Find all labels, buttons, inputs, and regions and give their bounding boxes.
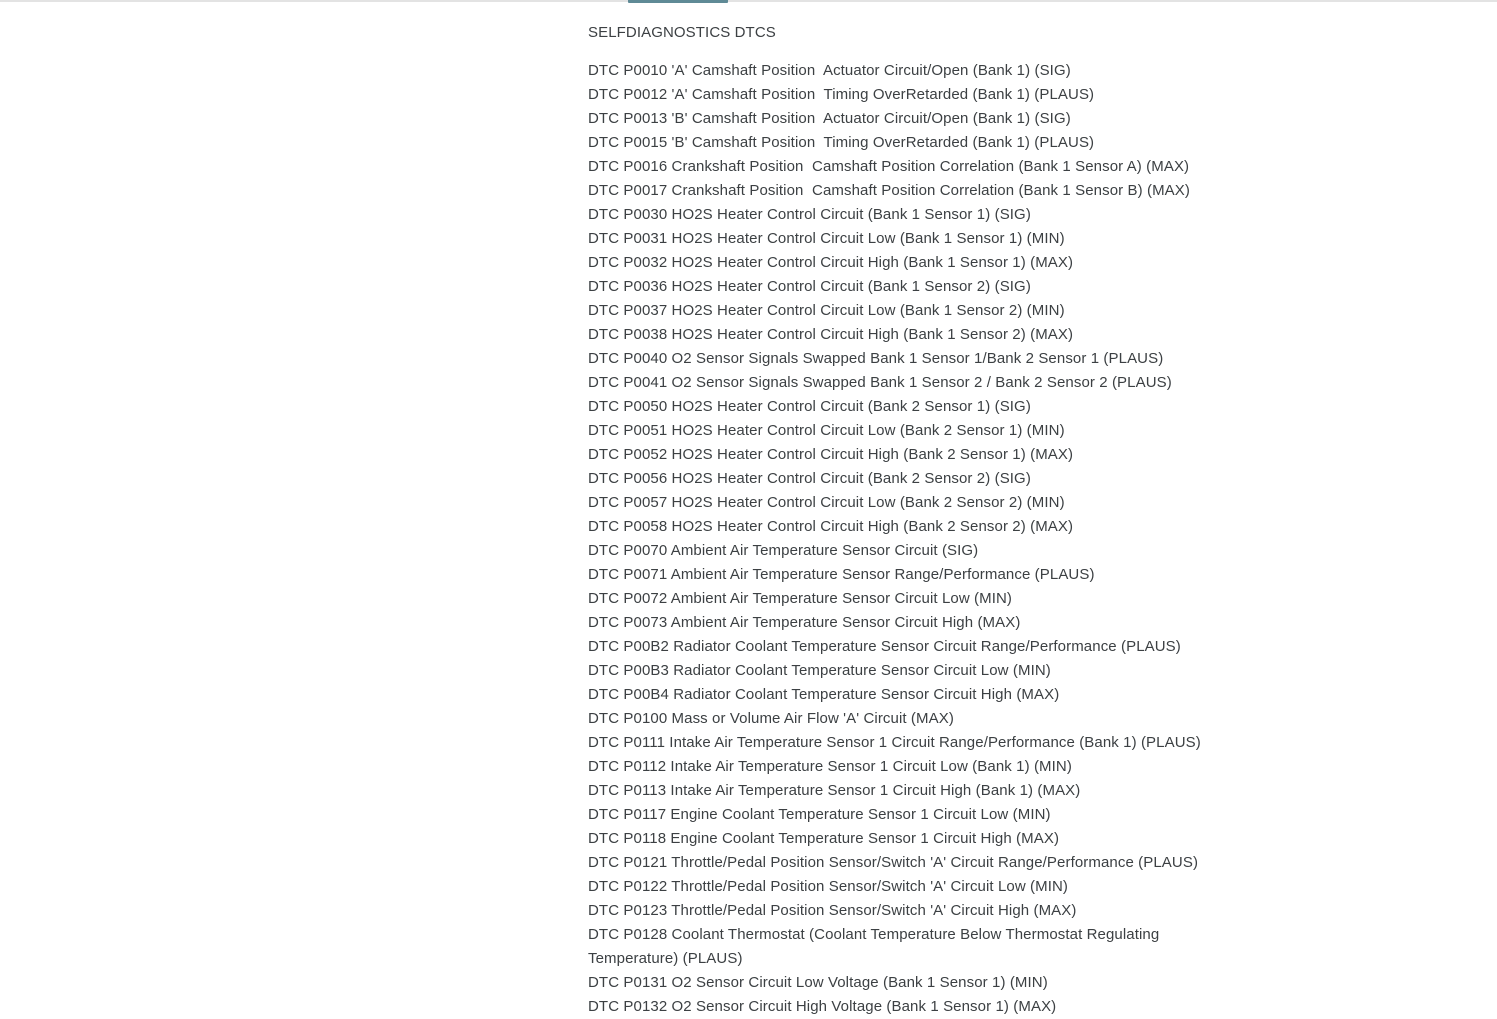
page-title: SELFDIAGNOSTICS DTCS [588,24,776,41]
dtc-list-item: DTC P0112 Intake Air Temperature Sensor 1 Circuit Low (Bank 1) (MIN) [588,758,1072,775]
dtc-list-item: DTC P00B4 Radiator Coolant Temperature Sensor Circuit High (MAX) [588,686,1060,703]
dtc-list-item: DTC P0037 HO2S Heater Control Circuit Low (Bank 1 Sensor 2) (MIN) [588,302,1065,319]
dtc-list-item: DTC P0070 Ambient Air Temperature Sensor Circuit (SIG) [588,542,979,559]
dtc-list-item: DTC P0123 Throttle/Pedal Position Sensor/Switch 'A' Circuit High (MAX) [588,902,1077,919]
dtc-list-item: DTC P0031 HO2S Heater Control Circuit Low (Bank 1 Sensor 1) (MIN) [588,230,1065,247]
dtc-list-item: DTC P0013 'B' Camshaft Position Actuator Circuit/Open (Bank 1) (SIG) [588,110,1071,127]
dtc-list-item: DTC P0100 Mass or Volume Air Flow 'A' Circuit (MAX) [588,710,954,727]
dtc-list-item: DTC P0032 HO2S Heater Control Circuit High (Bank 1 Sensor 1) (MAX) [588,254,1074,271]
dtc-list-item: DTC P00B3 Radiator Coolant Temperature Sensor Circuit Low (MIN) [588,662,1051,679]
dtc-list-item: DTC P0052 HO2S Heater Control Circuit High (Bank 2 Sensor 1) (MAX) [588,446,1074,463]
dtc-list-item: DTC P0056 HO2S Heater Control Circuit (Bank 2 Sensor 2) (SIG) [588,470,1031,487]
dtc-list [588,59,1248,1019]
dtc-list-item: DTC P0057 HO2S Heater Control Circuit Low (Bank 2 Sensor 2) (MIN) [588,494,1065,511]
dtc-list-item: DTC P0010 'A' Camshaft Position Actuator Circuit/Open (Bank 1) (SIG) [588,62,1071,79]
dtc-list-item: DTC P0015 'B' Camshaft Position Timing OverRetarded (Bank 1) (PLAUS) [588,134,1095,151]
dtc-list-item: DTC P0041 O2 Sensor Signals Swapped Bank 1 Sensor 2 / Bank 2 Sensor 2 (PLAUS) [588,374,1172,391]
dtc-list-item: DTC P0071 Ambient Air Temperature Sensor Range/Performance (PLAUS) [588,566,1095,583]
dtc-list-item: DTC P0038 HO2S Heater Control Circuit High (Bank 1 Sensor 2) (MAX) [588,326,1074,343]
dtc-list-item: DTC P0058 HO2S Heater Control Circuit High (Bank 2 Sensor 2) (MAX) [588,518,1074,535]
dtc-list-item: DTC P0111 Intake Air Temperature Sensor 1 Circuit Range/Performance (Bank 1) (PLAUS) [588,734,1201,751]
dtc-list-item: DTC P0073 Ambient Air Temperature Sensor Circuit High (MAX) [588,614,1021,631]
dtc-list-item: DTC P0050 HO2S Heater Control Circuit (Bank 2 Sensor 1) (SIG) [588,398,1031,415]
dtc-list-item: DTC P0113 Intake Air Temperature Sensor 1 Circuit High (Bank 1) (MAX) [588,782,1081,799]
dtc-list-item: DTC P0040 O2 Sensor Signals Swapped Bank 1 Sensor 1/Bank 2 Sensor 1 (PLAUS) [588,350,1164,367]
dtc-list-item: DTC P0128 Coolant Thermostat (Coolant Temperature Below Thermostat Regulating Temperature) (PLAUS) [588,926,1164,967]
dtc-list-item: DTC P0132 O2 Sensor Circuit High Voltage (Bank 1 Sensor 1) (MAX) [588,998,1057,1015]
dtc-list-item: DTC P0117 Engine Coolant Temperature Sensor 1 Circuit Low (MIN) [588,806,1051,823]
document-content [588,0,1248,1019]
dtc-list-item: DTC P0118 Engine Coolant Temperature Sensor 1 Circuit High (MAX) [588,830,1060,847]
dtc-list-item: DTC P0131 O2 Sensor Circuit Low Voltage (Bank 1 Sensor 1) (MIN) [588,974,1048,991]
dtc-list-item: DTC P0012 'A' Camshaft Position Timing OverRetarded (Bank 1) (PLAUS) [588,86,1095,103]
dtc-list-item: DTC P0036 HO2S Heater Control Circuit (Bank 1 Sensor 2) (SIG) [588,278,1031,295]
dtc-list-item: DTC P0051 HO2S Heater Control Circuit Low (Bank 2 Sensor 1) (MIN) [588,422,1065,439]
dtc-list-item: DTC P0017 Crankshaft Position Camshaft Position Correlation (Bank 1 Sensor B) (MAX) [588,182,1190,199]
dtc-list-item: DTC P0121 Throttle/Pedal Position Sensor/Switch 'A' Circuit Range/Performance (PLAUS) [588,854,1199,871]
dtc-list-item: DTC P00B2 Radiator Coolant Temperature Sensor Circuit Range/Performance (PLAUS) [588,638,1181,655]
dtc-list-item: DTC P0122 Throttle/Pedal Position Sensor/Switch 'A' Circuit Low (MIN) [588,878,1069,895]
dtc-list-item: DTC P0016 Crankshaft Position Camshaft Position Correlation (Bank 1 Sensor A) (MAX) [588,158,1190,175]
dtc-list-item: DTC P0072 Ambient Air Temperature Sensor Circuit Low (MIN) [588,590,1013,607]
dtc-list-item: DTC P0030 HO2S Heater Control Circuit (Bank 1 Sensor 1) (SIG) [588,206,1031,223]
